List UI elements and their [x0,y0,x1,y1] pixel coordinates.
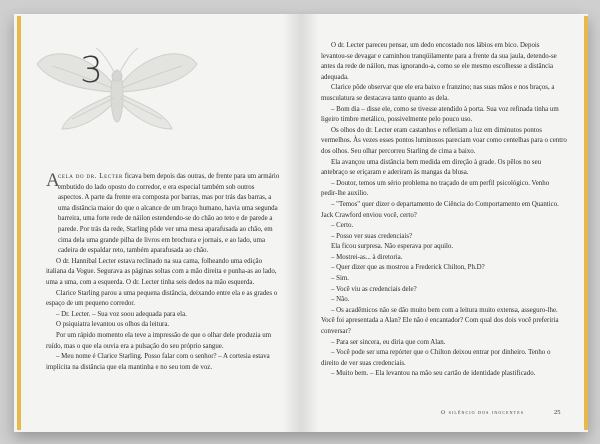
right-page-text [321,41,567,380]
paragraph: – Dr. Lecter. – Sua voz soou adequada para ela. [56,310,187,318]
paragraph-text: ficava bem depois das outras, de frente para um armário embutido do lado oposto do corredor, e era especial também sob outros aspectos. A parte da frente era composta por barras, mas por trás das barras, a uma distância maior do que o alcance de um braço humano, havia uma segunda barreira, uma forte rede de náilon estendendo-se do chão ao teto e de parede a parede. Por trás da rede, Starling pôde ver uma mesa aparafusada ao chão, em cima dela uma grande pilha de livros em brochura e jornais, e ao lado, uma cadeira de espaldar reto, também aparafusada ao chão. [58,173,280,255]
drop-cap: A [46,170,60,191]
paragraph: – Mostrei-as... à diretoria. [331,253,403,261]
gutter-shadow-left [283,14,301,432]
paragraph: – Para ser sincera, eu diria que com Alan. [331,338,446,346]
paragraph: – Certo. [331,222,354,230]
paragraph: Ela avançou uma distância bem medida em direção à grade. Os pêlos no seu antebraço se eriçaram e aderiram às mangas da blusa. [321,158,542,177]
paragraph: – Os acadêmicos não se dão muito bem com a leitura muito extensa, asseguro-lhe. Você foi apresentada a Alan? Ele não é encantador? Com qual dos dois você preferiria conversar? [321,306,559,336]
paragraph: – "Temos" quer dizer o departamento de Ciência do Comportamento em Quantico. Jack Crawford enviou você, certo? [321,200,559,219]
open-book [14,14,588,432]
paragraph: – Sim. [331,275,349,283]
gutter-shadow-right [301,14,319,432]
paragraph: O dr. Hannibal Lecter estava reclinado na sua cama, folheando uma edição italiana da Vogue. Segurava as páginas soltas com a mão direita e punha-as ao lado, uma a uma, com a esquerda. O dr. Lecter tinha seis dedos na mão esquerda. [46,257,277,286]
moth-illustration [32,34,202,144]
paragraph: O psiquiatra levantou os olhos da leitura. [56,321,170,329]
left-page-text [46,172,280,373]
paragraph: – Doutor, temos um sério problema no traçado de um perfil psicológico. Venho pedir-lhe auxílio. [321,179,550,198]
paragraph: – Posso ver suas credenciais? [331,232,413,240]
left-page [14,14,302,432]
page-number: 25 [554,409,561,416]
paragraph: Os olhos do dr. Lecter eram castanhos e refletiam a luz em diminutos pontos vermelhos. Às vezes esses pontos luminosos pareciam voar como centelhas para o centro dos olhos. Seu olhar percorreu Starling de cima a baixo. [321,126,567,155]
paragraph: Clarice Starling parou a uma pequena distância, deixando entre ela e as grades o espaço de um pequeno corredor. [46,289,278,308]
chapter-number: 3 [80,50,103,91]
right-page-edge [584,16,588,430]
paragraph: Ela ficou surpresa. Não esperava por aquilo. [331,243,454,251]
paragraph: Clarice pôde observar que ele era baixo e franzino; nas suas mãos e nos braços, a musculatura se destacava tanto quanto as dela. [321,84,555,102]
paragraph: – Você viu as credenciais dele? [331,285,417,293]
paragraph: – Você pode ser uma repórter que o Chilton deixou entrar por dinheiro. Tenho o direito de ver suas credenciais. [321,349,551,367]
paragraph: – Meu nome é Clarice Starling. Posso falar com o senhor? – A cortesia estava implícita na distância que ela mantinha e no seu tom de voz. [46,353,270,371]
paragraph: O dr. Lecter pareceu pensar, um dedo encostado nos lábios em bico. Depois levantou-se devagar e caminhou tranqüilamente para a frente da sua jaula, detendo-se antes da rede de náilon, mas ignorando-a, como se ele mesmo escolhesse a distância adequada. [321,42,557,81]
paragraph: – Muito bem. – Ela levantou na mão seu cartão de identidade plastificado. [331,370,536,378]
right-page [301,14,588,432]
opening-small-caps: cela do dr. Lecter [58,173,123,180]
left-page-edge [17,16,21,430]
paragraph: – Não. [331,296,350,304]
running-footer-title: O silêncio dos inocentes [441,410,525,416]
paragraph: – Bom dia – disse ele, como se tivesse atendido à porta. Sua voz refinada tinha um ligeiro timbre metálico, possivelmente pelo pouco uso. [321,105,559,124]
paragraph: Por um rápido momento ela teve a impressão de que o olhar dele produzia um ruído, mas o que ela ouvia era a pulsação do seu próprio sangue. [46,331,272,350]
paragraph [46,172,280,257]
paragraph: – Quer dizer que as mostrou a Frederick Chilton, Ph.D? [331,264,485,272]
